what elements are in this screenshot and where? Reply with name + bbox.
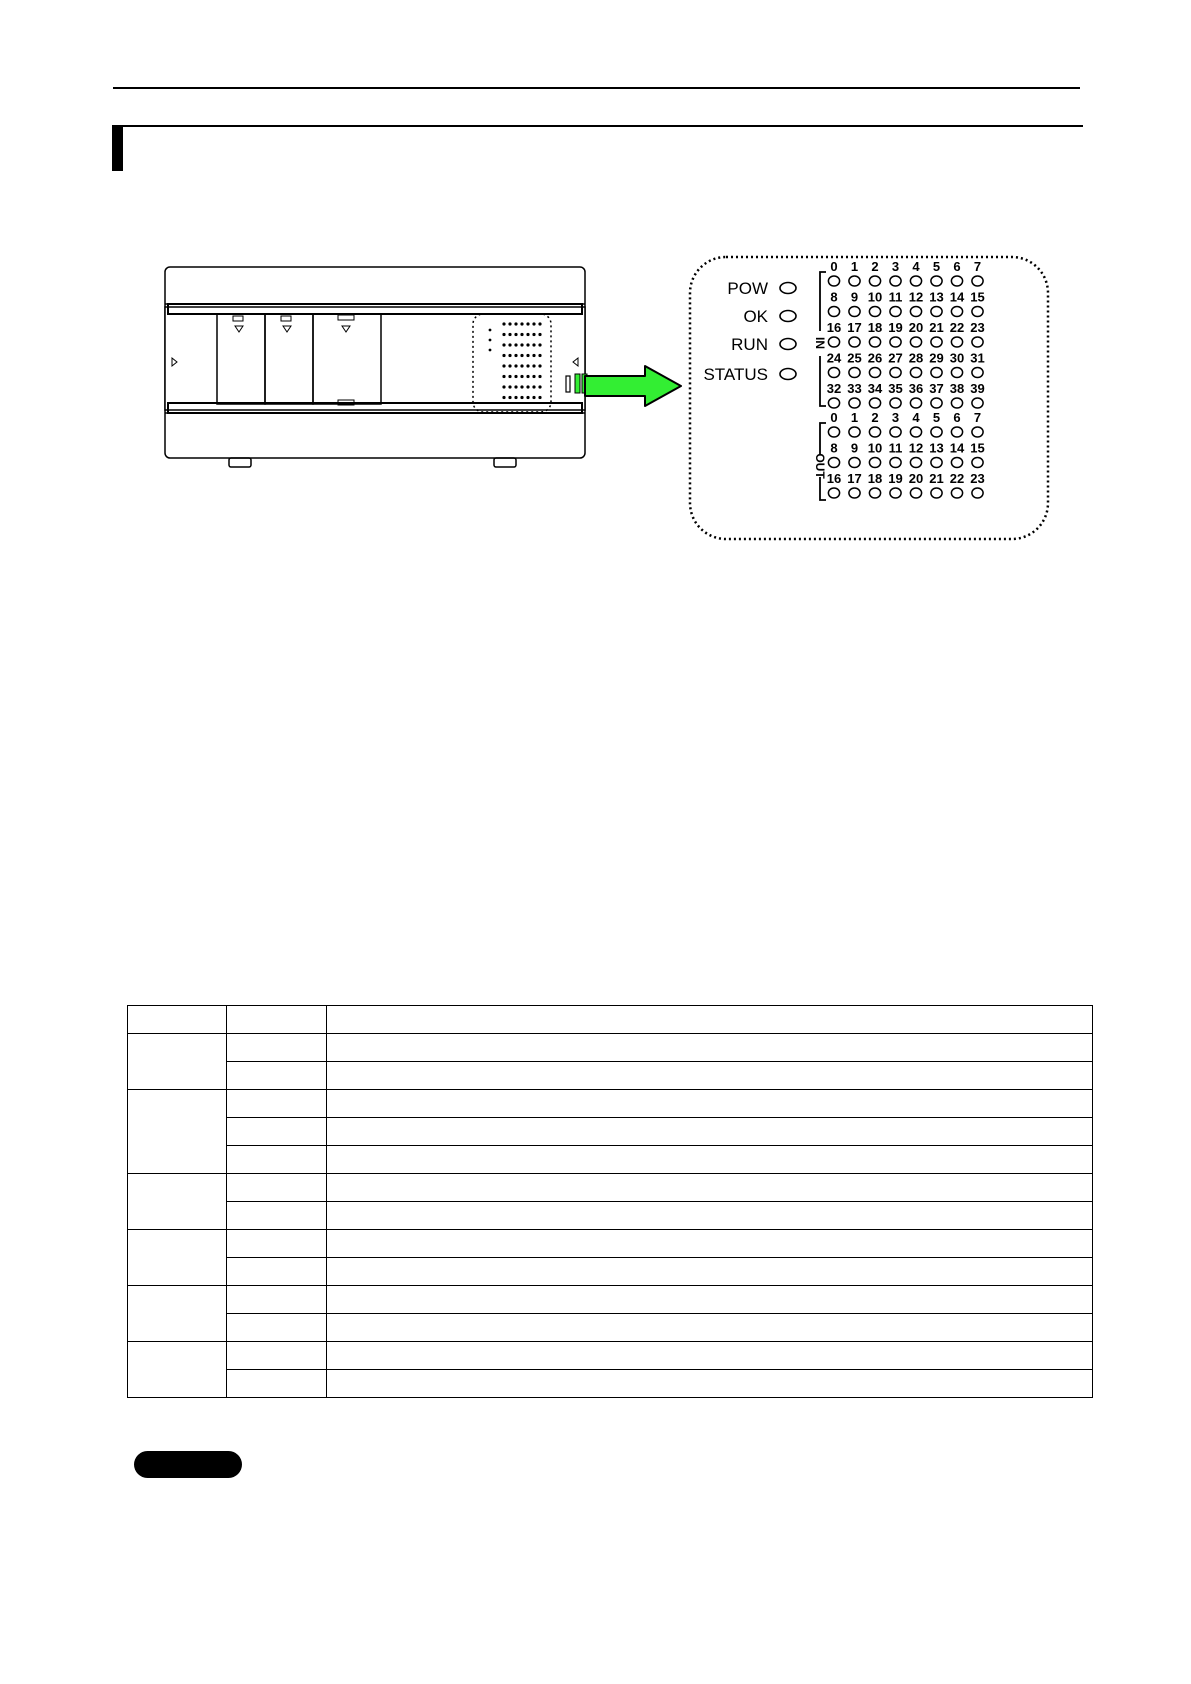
io-led-number: 17: [847, 320, 862, 335]
io-led-number: 35: [888, 381, 903, 396]
status-led-label: OK: [743, 307, 768, 326]
table-header-row: [128, 1006, 1093, 1034]
io-led-number: 2: [871, 410, 879, 425]
note-badge: [134, 1451, 242, 1478]
io-led-number: 5: [932, 410, 941, 425]
io-led-number: 16: [826, 320, 842, 335]
io-led-number: 13: [929, 289, 944, 305]
io-led-number: 36: [908, 381, 924, 396]
io-led-number: 7: [973, 410, 982, 425]
table-group-cell: [128, 1230, 227, 1286]
io-led-number: 14: [949, 440, 965, 456]
table-cell: [227, 1146, 327, 1174]
io-led-number: 22: [949, 471, 965, 486]
io-led-number: 32: [826, 381, 842, 396]
table-cell: [327, 1034, 1093, 1062]
table-cell: [327, 1314, 1093, 1342]
io-led-number: 27: [888, 350, 903, 366]
table-cell: [227, 1370, 327, 1398]
io-led-number: 34: [867, 381, 883, 396]
table-cell: [327, 1174, 1093, 1202]
io-led-number: 4: [912, 259, 920, 274]
status-led-label: STATUS: [703, 365, 768, 384]
io-led-number: 6: [953, 259, 961, 274]
io-led-number: 21: [929, 320, 944, 335]
io-led-number: 21: [929, 471, 944, 486]
table-cell: [227, 1062, 327, 1090]
table-group-cell: [128, 1174, 227, 1230]
io-led-number: 3: [891, 410, 900, 425]
table-row: [128, 1034, 1093, 1062]
io-led-number: 18: [867, 471, 883, 486]
io-led-number: 16: [826, 471, 842, 486]
io-led-number: 3: [891, 259, 900, 274]
table-row: [128, 1314, 1093, 1342]
table-cell: [227, 1258, 327, 1286]
io-led-number: 9: [850, 289, 859, 305]
table-header-cell: [227, 1006, 327, 1034]
mounting-clip-left: [229, 458, 251, 467]
io-led-number: 6: [953, 410, 961, 425]
io-led-number: 20: [908, 320, 924, 335]
io-led-number: 1: [850, 410, 859, 425]
status-led-label: RUN: [731, 335, 768, 354]
io-led-number: 9: [850, 440, 859, 456]
plc-unit-drawing: [160, 262, 590, 474]
table-row: [128, 1230, 1093, 1258]
io-led-number: 17: [847, 471, 862, 486]
io-led-number: 28: [908, 350, 924, 366]
table-header-cell: [327, 1006, 1093, 1034]
io-led-number: 0: [830, 259, 838, 274]
io-led-number: 14: [949, 289, 965, 305]
io-led-number: 23: [970, 320, 985, 335]
io-led-number: 39: [970, 381, 985, 396]
status-led-label: POW: [727, 279, 768, 298]
table-cell: [327, 1370, 1093, 1398]
table-cell: [327, 1146, 1093, 1174]
table-cell: [227, 1118, 327, 1146]
table-cell: [227, 1202, 327, 1230]
table-cell: [327, 1202, 1093, 1230]
io-led-number: 13: [929, 440, 944, 456]
table-cell: [227, 1286, 327, 1314]
table-cell: [327, 1090, 1093, 1118]
io-led-number: 23: [970, 471, 985, 486]
table-cell: [227, 1034, 327, 1062]
table-header-cell: [128, 1006, 227, 1034]
io-led-number: 0: [830, 410, 838, 425]
io-led-number: 10: [867, 440, 883, 456]
io-led-number: 37: [929, 381, 944, 396]
io-led-number: 33: [847, 381, 862, 396]
section-heading-line: [123, 125, 1083, 127]
io-led-number: 15: [970, 440, 985, 456]
section-heading: [112, 125, 1083, 171]
table-group-cell: [128, 1286, 227, 1342]
table-cell: [227, 1230, 327, 1258]
out-group-label: OUT: [813, 453, 827, 479]
table-row: [128, 1118, 1093, 1146]
table-cell: [327, 1062, 1093, 1090]
table-row: [128, 1146, 1093, 1174]
table-row: [128, 1202, 1093, 1230]
io-led-number: 8: [830, 440, 838, 456]
io-led-number: 12: [908, 440, 924, 456]
table-row: [128, 1062, 1093, 1090]
io-led-number: 8: [830, 289, 838, 305]
io-led-number: 11: [888, 440, 903, 456]
table-cell: [327, 1286, 1093, 1314]
table-cell: [227, 1342, 327, 1370]
table-cell: [327, 1118, 1093, 1146]
mounting-clip-right: [494, 458, 516, 467]
table-row: [128, 1370, 1093, 1398]
table-cell: [227, 1090, 327, 1118]
table-cell: [327, 1342, 1093, 1370]
table-group-cell: [128, 1090, 227, 1174]
io-led-number: 38: [949, 381, 965, 396]
io-led-number: 20: [908, 471, 924, 486]
io-led-number: 30: [949, 350, 965, 366]
table-cell: [227, 1314, 327, 1342]
io-led-number: 15: [970, 289, 985, 305]
io-led-number: 7: [973, 259, 982, 274]
io-led-number: 31: [970, 350, 985, 366]
io-led-number: 5: [932, 259, 941, 274]
io-led-number: 19: [888, 320, 903, 335]
pointer-arrow: [583, 364, 685, 408]
io-led-number: 18: [867, 320, 883, 335]
table-row: [128, 1258, 1093, 1286]
io-led-number: 26: [867, 350, 883, 366]
led-panel-enlarged: [688, 255, 1050, 541]
io-led-number: 11: [888, 289, 903, 305]
io-led-number: 19: [888, 471, 903, 486]
table-cell: [227, 1174, 327, 1202]
table-cell: [327, 1258, 1093, 1286]
io-led-number: 10: [867, 289, 883, 305]
io-led-number: 29: [929, 350, 944, 366]
table-row: [128, 1174, 1093, 1202]
io-led-number: 4: [912, 410, 920, 425]
table-row: [128, 1090, 1093, 1118]
io-led-number: 25: [847, 350, 862, 366]
io-led-number: 12: [908, 289, 924, 305]
table-group-cell: [128, 1342, 227, 1398]
io-led-number: 2: [871, 259, 879, 274]
table-cell: [327, 1230, 1093, 1258]
io-led-number: 24: [826, 350, 842, 366]
led-status-table: [127, 1005, 1093, 1398]
io-led-number: 1: [850, 259, 859, 274]
table-row: [128, 1342, 1093, 1370]
header-rule: [113, 87, 1080, 89]
section-heading-bar: [112, 125, 123, 171]
table-group-cell: [128, 1034, 227, 1090]
table-row: [128, 1286, 1093, 1314]
in-group-label: IN: [813, 337, 827, 349]
io-led-number: 22: [949, 320, 965, 335]
